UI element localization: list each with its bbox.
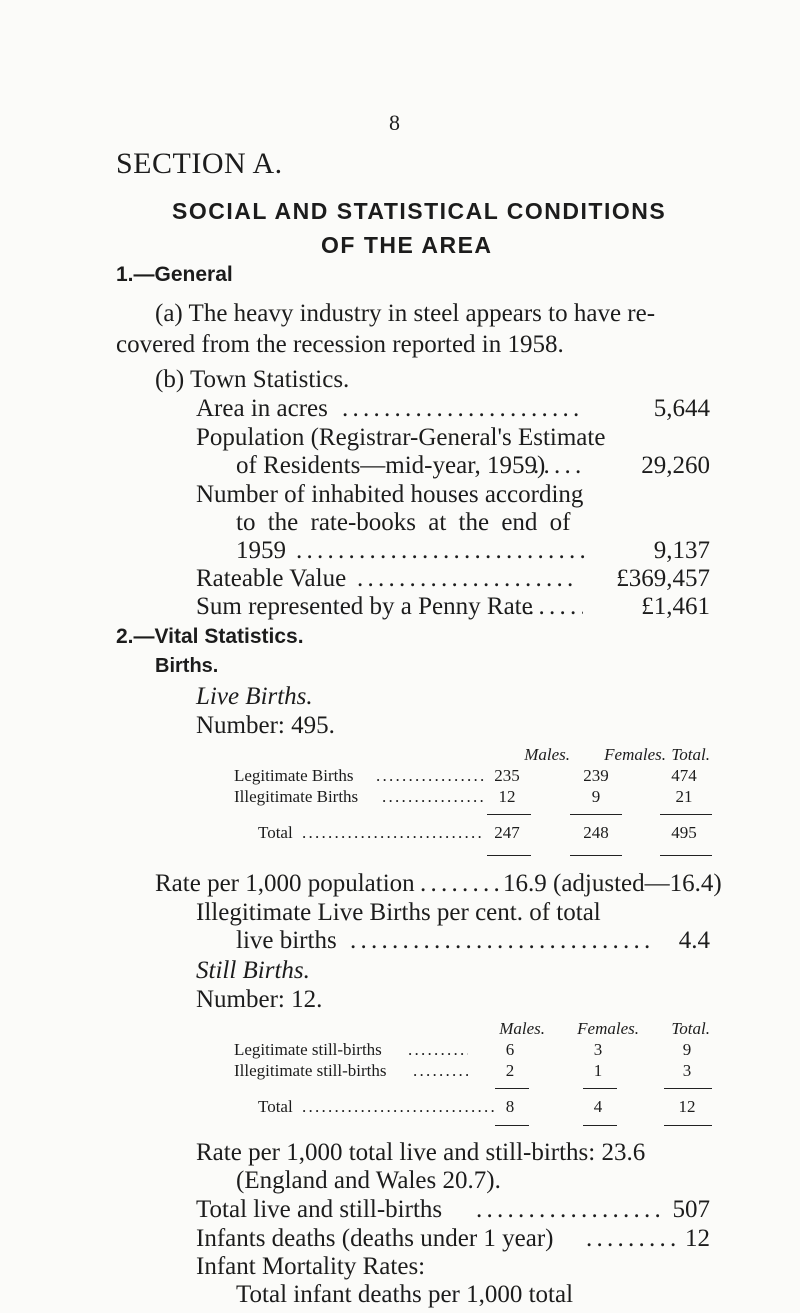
imr-heading: Infant Mortality Rates: [196, 1253, 426, 1280]
infant-deaths-label: Infants deaths (deaths under 1 year) [196, 1225, 554, 1252]
imr-total-line1: Total infant deaths per 1,000 total [236, 1281, 574, 1308]
table-rule [660, 855, 712, 856]
table-rule [487, 855, 531, 856]
leader-dots [420, 869, 502, 899]
rateable-label: Rateable Value [196, 565, 347, 592]
still-col-total: Total. [671, 1019, 710, 1038]
live-row-males: 12 [498, 787, 516, 806]
table-rule [495, 1125, 529, 1126]
still-rate-line1: Rate per 1,000 total live and still-births: 23.6 [196, 1139, 646, 1166]
still-row-label: Legitimate still-births [234, 1040, 382, 1059]
still-total-total: 12 [678, 1097, 696, 1116]
total-live-still-value: 507 [672, 1196, 710, 1223]
still-rate-line2: (England and Wales 20.7). [236, 1167, 501, 1194]
still-row-label: Illegitimate still-births [234, 1061, 387, 1080]
live-total-total: 495 [671, 823, 697, 842]
main-heading-line1: SOCIAL AND STATISTICAL CONDITIONS [172, 198, 667, 224]
population-label-line2: of Residents—mid-year, 1959) [236, 452, 546, 479]
live-total-males: 247 [494, 823, 520, 842]
table-rule [664, 1125, 712, 1126]
illegitimate-pct-line2: live births [236, 927, 337, 954]
rate-per-1000-value: 16.9 (adjusted—16.4) [503, 870, 722, 897]
still-row-males: 6 [505, 1040, 515, 1059]
live-row-total: 474 [671, 766, 697, 785]
still-col-females: Females. [577, 1019, 639, 1038]
still-row-males: 2 [505, 1061, 515, 1080]
live-col-females: Females. [604, 745, 666, 764]
live-births-number: Number: 495. [196, 712, 335, 739]
town-stats-heading: (b) Town Statistics. [155, 366, 350, 393]
penny-rate-value: £1,461 [641, 593, 710, 620]
illegitimate-pct-line1: Illegitimate Live Births per cent. of total [196, 899, 601, 926]
para-a-line2: covered from the recession reported in 1958. [116, 331, 564, 358]
leader-dots [376, 766, 484, 786]
still-total-label: Total [258, 1097, 293, 1116]
live-row-males: 235 [494, 766, 520, 785]
live-row-total: 21 [675, 787, 693, 806]
leader-dots [413, 1061, 468, 1081]
leader-dots [408, 1040, 468, 1060]
live-row-label: Illegitimate Births [234, 787, 359, 806]
area-value: 5,644 [653, 395, 710, 422]
population-value: 29,260 [641, 452, 710, 479]
births-heading: Births. [155, 655, 219, 677]
population-label-line1: Population (Registrar-General's Estimate [196, 424, 606, 451]
main-heading-line2: OF THE AREA [321, 232, 493, 258]
live-row-females: 9 [591, 787, 601, 806]
houses-label-line2: to the rate-books at the end of [236, 509, 571, 536]
houses-label-line1: Number of inhabited houses according [196, 481, 584, 508]
houses-label-line3: 1959 [236, 537, 286, 564]
table-rule [660, 814, 712, 815]
table-rule [495, 1088, 529, 1089]
table-rule [570, 855, 622, 856]
section-title: SECTION A. [116, 147, 283, 180]
table-rule [664, 1088, 712, 1089]
illegitimate-pct-value: 4.4 [678, 927, 710, 954]
still-row-total: 9 [682, 1040, 692, 1059]
still-row-total: 3 [682, 1061, 692, 1080]
rate-per-1000-label: Rate per 1,000 population [155, 870, 415, 897]
still-births-number: Number: 12. [196, 986, 323, 1013]
live-row-label: Legitimate Births [234, 766, 354, 785]
vital-stats-heading: 2.—Vital Statistics. [116, 625, 304, 648]
houses-value: 9,137 [653, 537, 710, 564]
total-live-still-label: Total live and still-births [196, 1196, 443, 1223]
live-col-total: Total. [671, 745, 710, 764]
leader-dots [357, 564, 577, 594]
table-rule [583, 1088, 617, 1089]
leader-dots [296, 536, 586, 566]
page-number: 8 [389, 110, 400, 135]
table-rule [487, 814, 531, 815]
table-rule [570, 814, 622, 815]
infant-deaths-value: 12 [685, 1225, 710, 1252]
para-a-line1: (a) The heavy industry in steel appears to have re- [155, 300, 656, 327]
live-total-label: Total [258, 823, 293, 842]
live-row-females: 239 [583, 766, 609, 785]
leader-dots [302, 1097, 498, 1117]
table-rule [583, 1125, 617, 1126]
live-total-females: 248 [583, 823, 609, 842]
still-col-males: Males. [499, 1019, 545, 1038]
leader-dots [342, 394, 582, 424]
rateable-value: £369,457 [616, 565, 710, 592]
general-heading: 1.—General [116, 263, 233, 286]
penny-rate-label: Sum represented by a Penny Rate [196, 593, 533, 620]
still-total-females: 4 [593, 1097, 603, 1116]
leader-dots [382, 787, 484, 807]
still-births-heading: Still Births. [196, 957, 310, 984]
still-total-males: 8 [505, 1097, 515, 1116]
still-row-females: 1 [593, 1061, 603, 1080]
area-label: Area in acres [196, 395, 328, 422]
live-births-heading: Live Births. [196, 683, 313, 710]
leader-dots [302, 823, 484, 843]
live-col-males: Males. [524, 745, 570, 764]
still-row-females: 3 [593, 1040, 603, 1059]
